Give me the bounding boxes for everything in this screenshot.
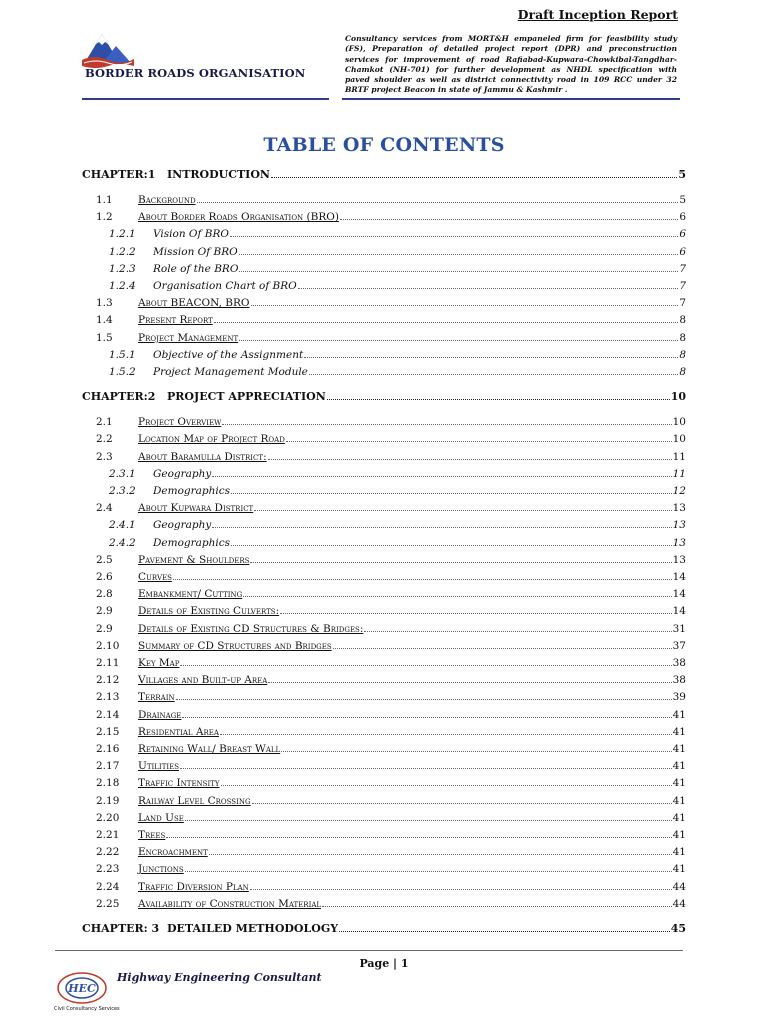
toc-entry-number: 1.5.1 bbox=[109, 348, 136, 361]
toc-entry-title: Drainage bbox=[138, 708, 182, 721]
toc-entry-title: Traffic Intensity bbox=[138, 777, 220, 790]
toc-section-entry[interactable] bbox=[82, 550, 686, 566]
toc-entry-number: 2.17 bbox=[96, 760, 120, 773]
toc-section-entry[interactable] bbox=[82, 739, 686, 755]
toc-entry-page: 13 bbox=[672, 519, 686, 532]
toc-entry-number: 2.16 bbox=[96, 743, 120, 755]
toc-leader-dots bbox=[239, 254, 679, 255]
toc-entry-title: Details of Existing Culverts: bbox=[138, 605, 280, 618]
toc-entry-page: 38 bbox=[672, 657, 686, 669]
toc-leader-dots bbox=[166, 837, 671, 838]
toc-entry-title: Role of the BRO bbox=[153, 262, 239, 275]
toc-entry-title: Objective of the Assignment bbox=[153, 348, 304, 361]
toc-entry-number: 1.2.3 bbox=[109, 262, 136, 275]
toc-entry-page: 14 bbox=[672, 571, 686, 583]
toc-entry-page: 8 bbox=[679, 366, 686, 378]
toc-entry-number: 2.20 bbox=[96, 811, 120, 824]
toc-section-entry[interactable] bbox=[82, 584, 686, 600]
toc-section-entry[interactable] bbox=[82, 328, 686, 344]
toc-entry-title: Villages and Built-up Area bbox=[138, 674, 268, 687]
toc-section-entry[interactable] bbox=[82, 756, 686, 772]
toc-leader-dots bbox=[252, 803, 672, 804]
toc-chapter-entry[interactable] bbox=[82, 387, 686, 403]
toc-entry-title: Demographics bbox=[153, 536, 231, 549]
toc-section-entry[interactable] bbox=[82, 601, 686, 617]
header-divider-left bbox=[82, 98, 329, 100]
toc-entry-title: Residential Area bbox=[138, 725, 219, 738]
toc-entry-number: 1.5 bbox=[96, 331, 113, 344]
toc-entry-page: 41 bbox=[672, 743, 686, 755]
toc-entry-page: 44 bbox=[672, 880, 686, 893]
toc-entry-page: 14 bbox=[672, 588, 686, 601]
toc-entry-page: 41 bbox=[672, 846, 686, 859]
toc-entry-number: 1.2 bbox=[96, 211, 113, 224]
toc-entry-number: CHAPTER:2 bbox=[82, 390, 156, 404]
toc-entry-title: PROJECT APPRECIATION bbox=[167, 390, 326, 404]
toc-entry-title: Land Use bbox=[138, 811, 184, 824]
toc-leader-dots bbox=[176, 699, 672, 700]
toc-entry-page: 6 bbox=[679, 228, 686, 241]
toc-entry-page: 37 bbox=[672, 639, 686, 652]
toc-section-entry[interactable] bbox=[82, 825, 686, 841]
toc-entry-title: Availability of Construction Material bbox=[138, 897, 322, 910]
toc-entry-page: 7 bbox=[679, 262, 686, 275]
toc-entry-number: 2.10 bbox=[96, 639, 120, 652]
logo-subtext: Civil Consultancy Services bbox=[54, 1006, 120, 1012]
toc-section-entry[interactable] bbox=[82, 705, 686, 721]
toc-entry-page: 41 bbox=[672, 794, 686, 807]
toc-section-entry[interactable] bbox=[82, 190, 686, 206]
toc-entry-number: 2.4 bbox=[96, 502, 113, 515]
toc-entry-title: Traffic Diversion Plan bbox=[138, 880, 249, 893]
toc-entry-number: 2.23 bbox=[96, 863, 120, 876]
toc-leader-dots bbox=[250, 562, 671, 563]
toc-entry-number: 2.22 bbox=[96, 846, 120, 859]
footer-divider bbox=[55, 950, 683, 951]
toc-section-entry[interactable] bbox=[82, 877, 686, 893]
toc-entry-number: 2.2 bbox=[96, 433, 113, 446]
toc-leader-dots bbox=[197, 202, 679, 203]
toc-entry-title: About Kupwara District bbox=[138, 502, 254, 515]
toc-entry-page: 44 bbox=[672, 897, 686, 910]
toc-entry-page: 10 bbox=[672, 416, 686, 429]
toc-entry-page: 41 bbox=[672, 760, 686, 773]
toc-entry-number: 2.8 bbox=[96, 588, 113, 601]
toc-subsection-entry[interactable] bbox=[82, 533, 686, 549]
toc-entry-number: 2.6 bbox=[96, 571, 113, 583]
toc-entry-title: Retaining Wall/ Breast Wall bbox=[138, 743, 281, 755]
toc-entry-page: 7 bbox=[679, 280, 686, 292]
toc-entry-page: 41 bbox=[672, 811, 686, 824]
toc-entry-title: Geography bbox=[153, 519, 212, 532]
toc-leader-dots bbox=[231, 493, 672, 494]
toc-entry-page: 13 bbox=[672, 502, 686, 515]
toc-entry-page: 6 bbox=[679, 245, 686, 258]
toc-entry-title: Utilities bbox=[138, 760, 180, 773]
organisation-name: BORDER ROADS ORGANISATION bbox=[85, 66, 306, 80]
toc-entry-page: 11 bbox=[672, 467, 686, 480]
toc-leader-dots bbox=[212, 476, 671, 477]
toc-section-entry[interactable] bbox=[82, 207, 686, 223]
toc-entry-title: DETAILED METHODOLOGY bbox=[167, 922, 339, 935]
toc-leader-dots bbox=[364, 631, 671, 632]
toc-entry-page: 6 bbox=[679, 211, 686, 224]
toc-entry-number: 2.12 bbox=[96, 674, 120, 687]
toc-section-entry[interactable] bbox=[82, 636, 686, 652]
toc-entry-title: Project Overview bbox=[138, 416, 222, 429]
toc-leader-dots bbox=[220, 734, 672, 735]
toc-leader-dots bbox=[173, 579, 672, 580]
toc-entry-number: 2.3.1 bbox=[109, 467, 136, 480]
toc-entry-number: 2.13 bbox=[96, 691, 120, 704]
toc-chapter-entry[interactable] bbox=[82, 919, 686, 935]
toc-entry-number: 2.19 bbox=[96, 794, 120, 807]
toc-entry-number: 2.18 bbox=[96, 777, 120, 790]
toc-entry-page: 39 bbox=[672, 691, 686, 704]
toc-title: TABLE OF CONTENTS bbox=[263, 134, 505, 156]
toc-entry-number: 2.3.2 bbox=[109, 485, 136, 497]
project-description: Consultancy services from MORT&H empaneled firm for feasibility study (FS), Preparation of detailed project report (DPR) and preconstruction services for improvement of road Rafiabad-Kupwara-Chowkibal-Tangdhar-Chamkot (NH-701) for further development as NHDL specification with paved shoulder as well as district connectivity road in 109 RCC under 32 BRTF project Beacon in state of Jammu & Kashmir . bbox=[345, 34, 677, 95]
toc-entry-number: 1.3 bbox=[96, 297, 113, 310]
toc-entry-number: 1.1 bbox=[96, 194, 113, 206]
toc-leader-dots bbox=[185, 871, 672, 872]
toc-entry-page: 41 bbox=[672, 708, 686, 721]
toc-leader-dots bbox=[309, 374, 678, 375]
toc-entry-page: 7 bbox=[679, 297, 686, 310]
toc-entry-page: 8 bbox=[679, 314, 686, 327]
toc-section-entry[interactable] bbox=[82, 670, 686, 686]
toc-leader-dots bbox=[251, 305, 679, 306]
toc-leader-dots bbox=[250, 889, 672, 890]
toc-entry-title: Pavement & Shoulders bbox=[138, 553, 250, 566]
toc-entry-title: Present Report bbox=[138, 314, 213, 327]
toc-entry-page: 8 bbox=[679, 331, 686, 344]
toc-section-entry[interactable] bbox=[82, 653, 686, 669]
toc-leader-dots bbox=[280, 613, 672, 614]
hec-logo-text: HEC bbox=[68, 982, 96, 995]
toc-leader-dots bbox=[268, 682, 671, 683]
toc-leader-dots bbox=[182, 717, 671, 718]
toc-leader-dots bbox=[209, 854, 672, 855]
toc-entry-title: INTRODUCTION bbox=[167, 168, 270, 181]
toc-section-entry[interactable] bbox=[82, 894, 686, 910]
page-number: Page | 1 bbox=[359, 957, 409, 970]
toc-section-entry[interactable] bbox=[82, 722, 686, 738]
toc-entry-title: Project Management bbox=[138, 331, 239, 344]
toc-chapter-entry[interactable] bbox=[82, 165, 686, 181]
toc-leader-dots bbox=[286, 441, 672, 442]
toc-leader-dots bbox=[212, 527, 671, 528]
toc-entry-page: 12 bbox=[672, 485, 686, 497]
toc-leader-dots bbox=[340, 219, 678, 220]
toc-leader-dots bbox=[254, 510, 671, 511]
toc-entry-number: 1.4 bbox=[96, 314, 113, 327]
toc-leader-dots bbox=[214, 322, 679, 323]
toc-entry-page: 45 bbox=[670, 922, 686, 935]
toc-entry-title: Location Map of Project Road bbox=[138, 433, 285, 446]
toc-entry-number: 1.5.2 bbox=[109, 366, 136, 378]
toc-entry-title: Organisation Chart of BRO bbox=[153, 280, 297, 292]
toc-section-entry[interactable] bbox=[82, 567, 686, 583]
toc-entry-number: 2.14 bbox=[96, 708, 120, 721]
toc-entry-title: Mission Of BRO bbox=[153, 245, 238, 258]
toc-leader-dots bbox=[180, 768, 672, 769]
toc-section-entry[interactable] bbox=[82, 293, 686, 309]
toc-subsection-entry[interactable] bbox=[82, 224, 686, 240]
toc-leader-dots bbox=[221, 785, 672, 786]
toc-entry-page: 41 bbox=[672, 725, 686, 738]
toc-subsection-entry[interactable] bbox=[82, 242, 686, 258]
toc-entry-title: Project Management Module bbox=[153, 366, 308, 378]
toc-section-entry[interactable] bbox=[82, 429, 686, 445]
toc-entry-page: 38 bbox=[672, 674, 686, 687]
toc-subsection-entry[interactable] bbox=[82, 259, 686, 275]
toc-entry-number: CHAPTER: 3 bbox=[82, 922, 160, 935]
toc-entry-title: Junctions bbox=[138, 863, 184, 876]
toc-entry-title: Background bbox=[138, 194, 196, 206]
toc-subsection-entry[interactable] bbox=[82, 276, 686, 292]
toc-entry-title: About Border Roads Organisation (BRO) bbox=[138, 211, 339, 224]
toc-leader-dots bbox=[333, 648, 672, 649]
toc-section-entry[interactable] bbox=[82, 773, 686, 789]
toc-entry-number: 2.3 bbox=[96, 450, 113, 463]
toc-leader-dots bbox=[185, 820, 672, 821]
toc-entry-title: Embankment/ Cutting bbox=[138, 588, 243, 601]
toc-entry-title: About BEACON, BRO bbox=[138, 297, 250, 310]
toc-section-entry[interactable] bbox=[82, 447, 686, 463]
toc-entry-number: 2.9 bbox=[96, 622, 113, 635]
toc-entry-title: Railway Level Crossing bbox=[138, 794, 251, 807]
toc-entry-number: 2.25 bbox=[96, 897, 120, 910]
toc-subsection-entry[interactable] bbox=[82, 362, 686, 378]
toc-section-entry[interactable] bbox=[82, 412, 686, 428]
toc-leader-dots bbox=[298, 288, 679, 289]
toc-entry-page: 31 bbox=[672, 622, 686, 635]
toc-entry-number: 1.2.1 bbox=[109, 228, 136, 241]
toc-entry-number: 1.2.2 bbox=[109, 245, 136, 258]
toc-section-entry[interactable] bbox=[82, 310, 686, 326]
toc-entry-number: 2.5 bbox=[96, 553, 113, 566]
toc-entry-title: Geography bbox=[153, 467, 212, 480]
toc-entry-title: About Baramulla District: bbox=[138, 450, 267, 463]
toc-subsection-entry[interactable] bbox=[82, 345, 686, 361]
toc-entry-title: Key Map bbox=[138, 657, 180, 669]
toc-entry-title: Vision Of BRO bbox=[153, 228, 229, 241]
toc-entry-title: Trees bbox=[138, 829, 166, 841]
toc-entry-number: 2.15 bbox=[96, 725, 120, 738]
page-header bbox=[80, 30, 680, 102]
toc-entry-number: 2.4.2 bbox=[109, 536, 136, 549]
toc-entry-page: 41 bbox=[672, 777, 686, 790]
toc-leader-dots bbox=[268, 459, 672, 460]
toc-leader-dots bbox=[231, 545, 672, 546]
toc-section-entry[interactable] bbox=[82, 498, 686, 514]
toc-leader-dots bbox=[239, 271, 678, 272]
toc-section-entry[interactable] bbox=[82, 842, 686, 858]
toc-entry-number: 2.4.1 bbox=[109, 519, 136, 532]
toc-leader-dots bbox=[230, 236, 678, 237]
toc-entry-title: Summary of CD Structures and Bridges bbox=[138, 639, 332, 652]
toc-entry-page: 13 bbox=[672, 536, 686, 549]
toc-entry-number: 1.2.4 bbox=[109, 280, 136, 292]
document-label: Draft Inception Report bbox=[517, 7, 678, 22]
toc-section-entry[interactable] bbox=[82, 859, 686, 875]
toc-subsection-entry[interactable] bbox=[82, 515, 686, 531]
toc-leader-dots bbox=[239, 340, 678, 341]
toc-entry-page: 5 bbox=[679, 194, 686, 206]
toc-section-entry[interactable] bbox=[82, 808, 686, 824]
toc-entry-page: 11 bbox=[672, 450, 686, 463]
toc-subsection-entry[interactable] bbox=[82, 464, 686, 480]
toc-entry-page: 41 bbox=[672, 863, 686, 876]
toc-entry-number: 2.24 bbox=[96, 880, 120, 893]
toc-entry-title: Details of Existing CD Structures & Bridges: bbox=[138, 622, 364, 635]
toc-leader-dots bbox=[222, 424, 671, 425]
toc-entry-title: Curves bbox=[138, 571, 172, 583]
toc-entry-title: Encroachment bbox=[138, 846, 208, 859]
company-name: Highway Engineering Consultant bbox=[117, 971, 322, 984]
toc-entry-number: 2.9 bbox=[96, 605, 113, 618]
toc-leader-dots bbox=[327, 399, 670, 400]
toc-section-entry[interactable] bbox=[82, 687, 686, 703]
toc-entry-number: 2.1 bbox=[96, 416, 113, 429]
toc-section-entry[interactable] bbox=[82, 791, 686, 807]
toc-entry-number: 2.11 bbox=[96, 657, 120, 669]
toc-leader-dots bbox=[243, 596, 671, 597]
toc-entry-page: 13 bbox=[672, 553, 686, 566]
toc-entry-number: 2.21 bbox=[96, 829, 120, 841]
toc-leader-dots bbox=[281, 751, 671, 752]
toc-entry-page: 14 bbox=[672, 605, 686, 618]
toc-entry-title: Demographics bbox=[153, 485, 231, 497]
toc-entry-number: CHAPTER:1 bbox=[82, 168, 156, 181]
toc-subsection-entry[interactable] bbox=[82, 481, 686, 497]
toc-entry-page: 41 bbox=[672, 829, 686, 841]
toc-leader-dots bbox=[180, 665, 671, 666]
toc-leader-dots bbox=[304, 357, 678, 358]
toc-leader-dots bbox=[339, 931, 670, 932]
toc-entry-page: 5 bbox=[678, 168, 686, 181]
toc-entry-title: Terrain bbox=[138, 691, 175, 704]
toc-entry-page: 8 bbox=[679, 348, 686, 361]
toc-leader-dots bbox=[271, 177, 677, 178]
toc-leader-dots bbox=[322, 906, 672, 907]
toc-section-entry[interactable] bbox=[82, 619, 686, 635]
toc-entry-page: 10 bbox=[672, 433, 686, 446]
toc-entry-page: 10 bbox=[670, 390, 686, 404]
header-divider-right bbox=[342, 98, 680, 100]
